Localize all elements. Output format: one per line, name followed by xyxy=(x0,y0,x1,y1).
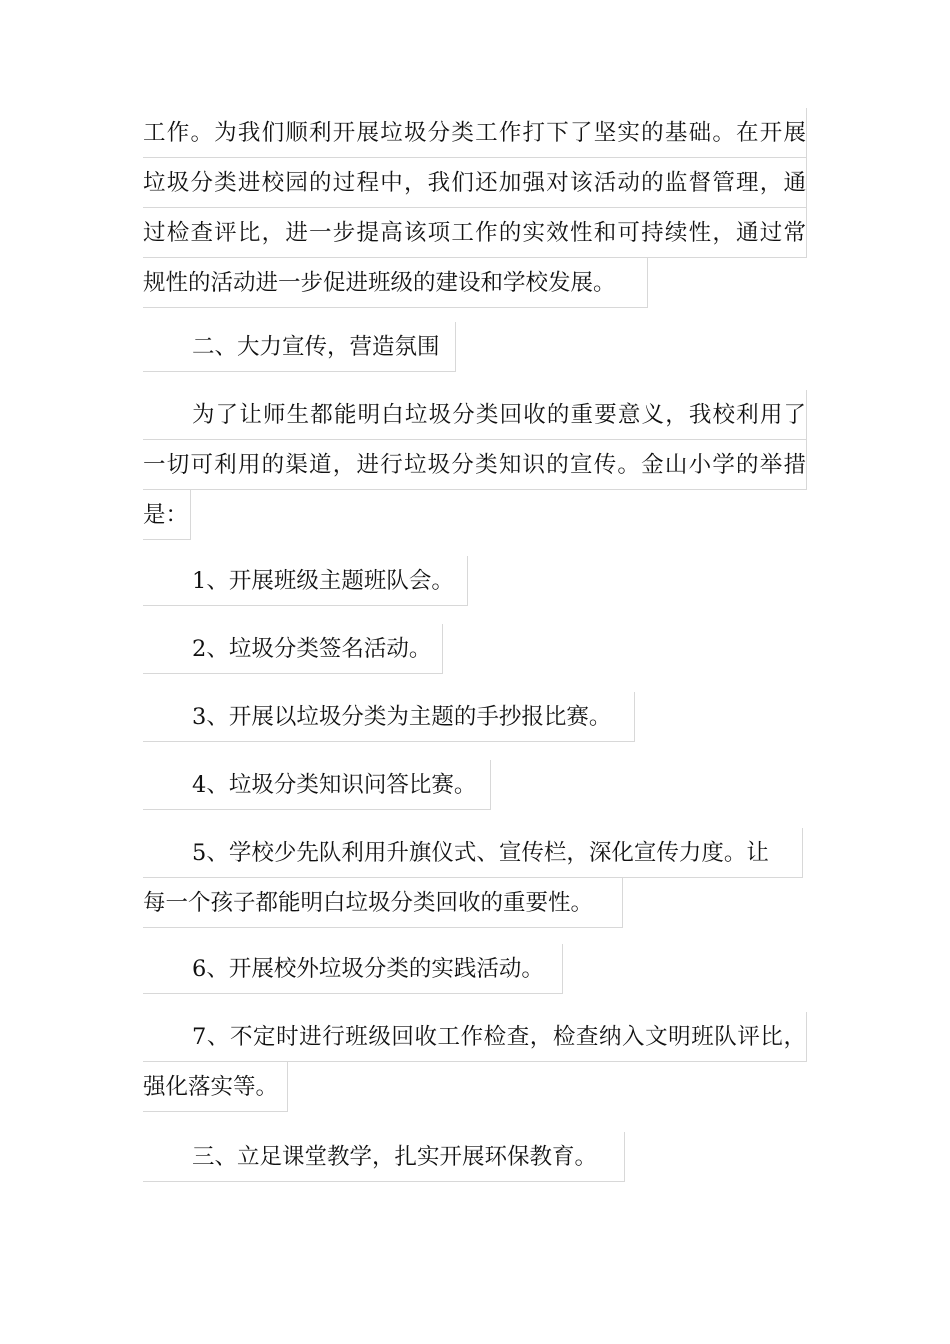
text-line: 二、大力宣传，营造氛围 xyxy=(143,322,456,372)
list-item-5 xyxy=(143,828,803,928)
text-line: 工作。为我们顺利开展垃圾分类工作打下了坚实的基础。在开展 xyxy=(143,108,807,158)
paragraph-publicity xyxy=(143,390,807,540)
list-item-4 xyxy=(143,760,491,810)
text-line: 1、开展班级主题班队会。 xyxy=(143,556,468,606)
section-heading-2 xyxy=(143,322,456,372)
text-line: 每一个孩子都能明白垃圾分类回收的重要性。 xyxy=(143,878,623,928)
text-line: 是： xyxy=(143,490,191,540)
text-line: 规性的活动进一步促进班级的建设和学校发展。 xyxy=(143,258,648,308)
text-line: 3、开展以垃圾分类为主题的手抄报比赛。 xyxy=(143,692,635,742)
text-line: 三、立足课堂教学，扎实开展环保教育。 xyxy=(143,1132,625,1182)
text-line: 垃圾分类进校园的过程中，我们还加强对该活动的监督管理，通 xyxy=(143,158,807,208)
list-item-2 xyxy=(143,624,443,674)
text-line: 6、开展校外垃圾分类的实践活动。 xyxy=(143,944,563,994)
text-line: 7、不定时进行班级回收工作检查，检查纳入文明班队评比， xyxy=(143,1012,807,1062)
text-line: 为了让师生都能明白垃圾分类回收的重要意义，我校利用了 xyxy=(143,390,807,440)
text-line: 2、垃圾分类签名活动。 xyxy=(143,624,443,674)
list-item-7 xyxy=(143,1012,807,1112)
text-line: 强化落实等。 xyxy=(143,1062,288,1112)
text-line: 5、学校少先队利用升旗仪式、宣传栏，深化宣传力度。让 xyxy=(143,828,803,878)
text-line: 过检查评比，进一步提高该项工作的实效性和可持续性，通过常 xyxy=(143,208,807,258)
list-item-1 xyxy=(143,556,468,606)
list-item-3 xyxy=(143,692,635,742)
text-line: 一切可利用的渠道，进行垃圾分类知识的宣传。金山小学的举措 xyxy=(143,440,807,490)
list-item-6 xyxy=(143,944,563,994)
paragraph-foundation xyxy=(143,108,807,308)
text-line: 4、垃圾分类知识问答比赛。 xyxy=(143,760,491,810)
section-heading-3 xyxy=(143,1132,625,1182)
